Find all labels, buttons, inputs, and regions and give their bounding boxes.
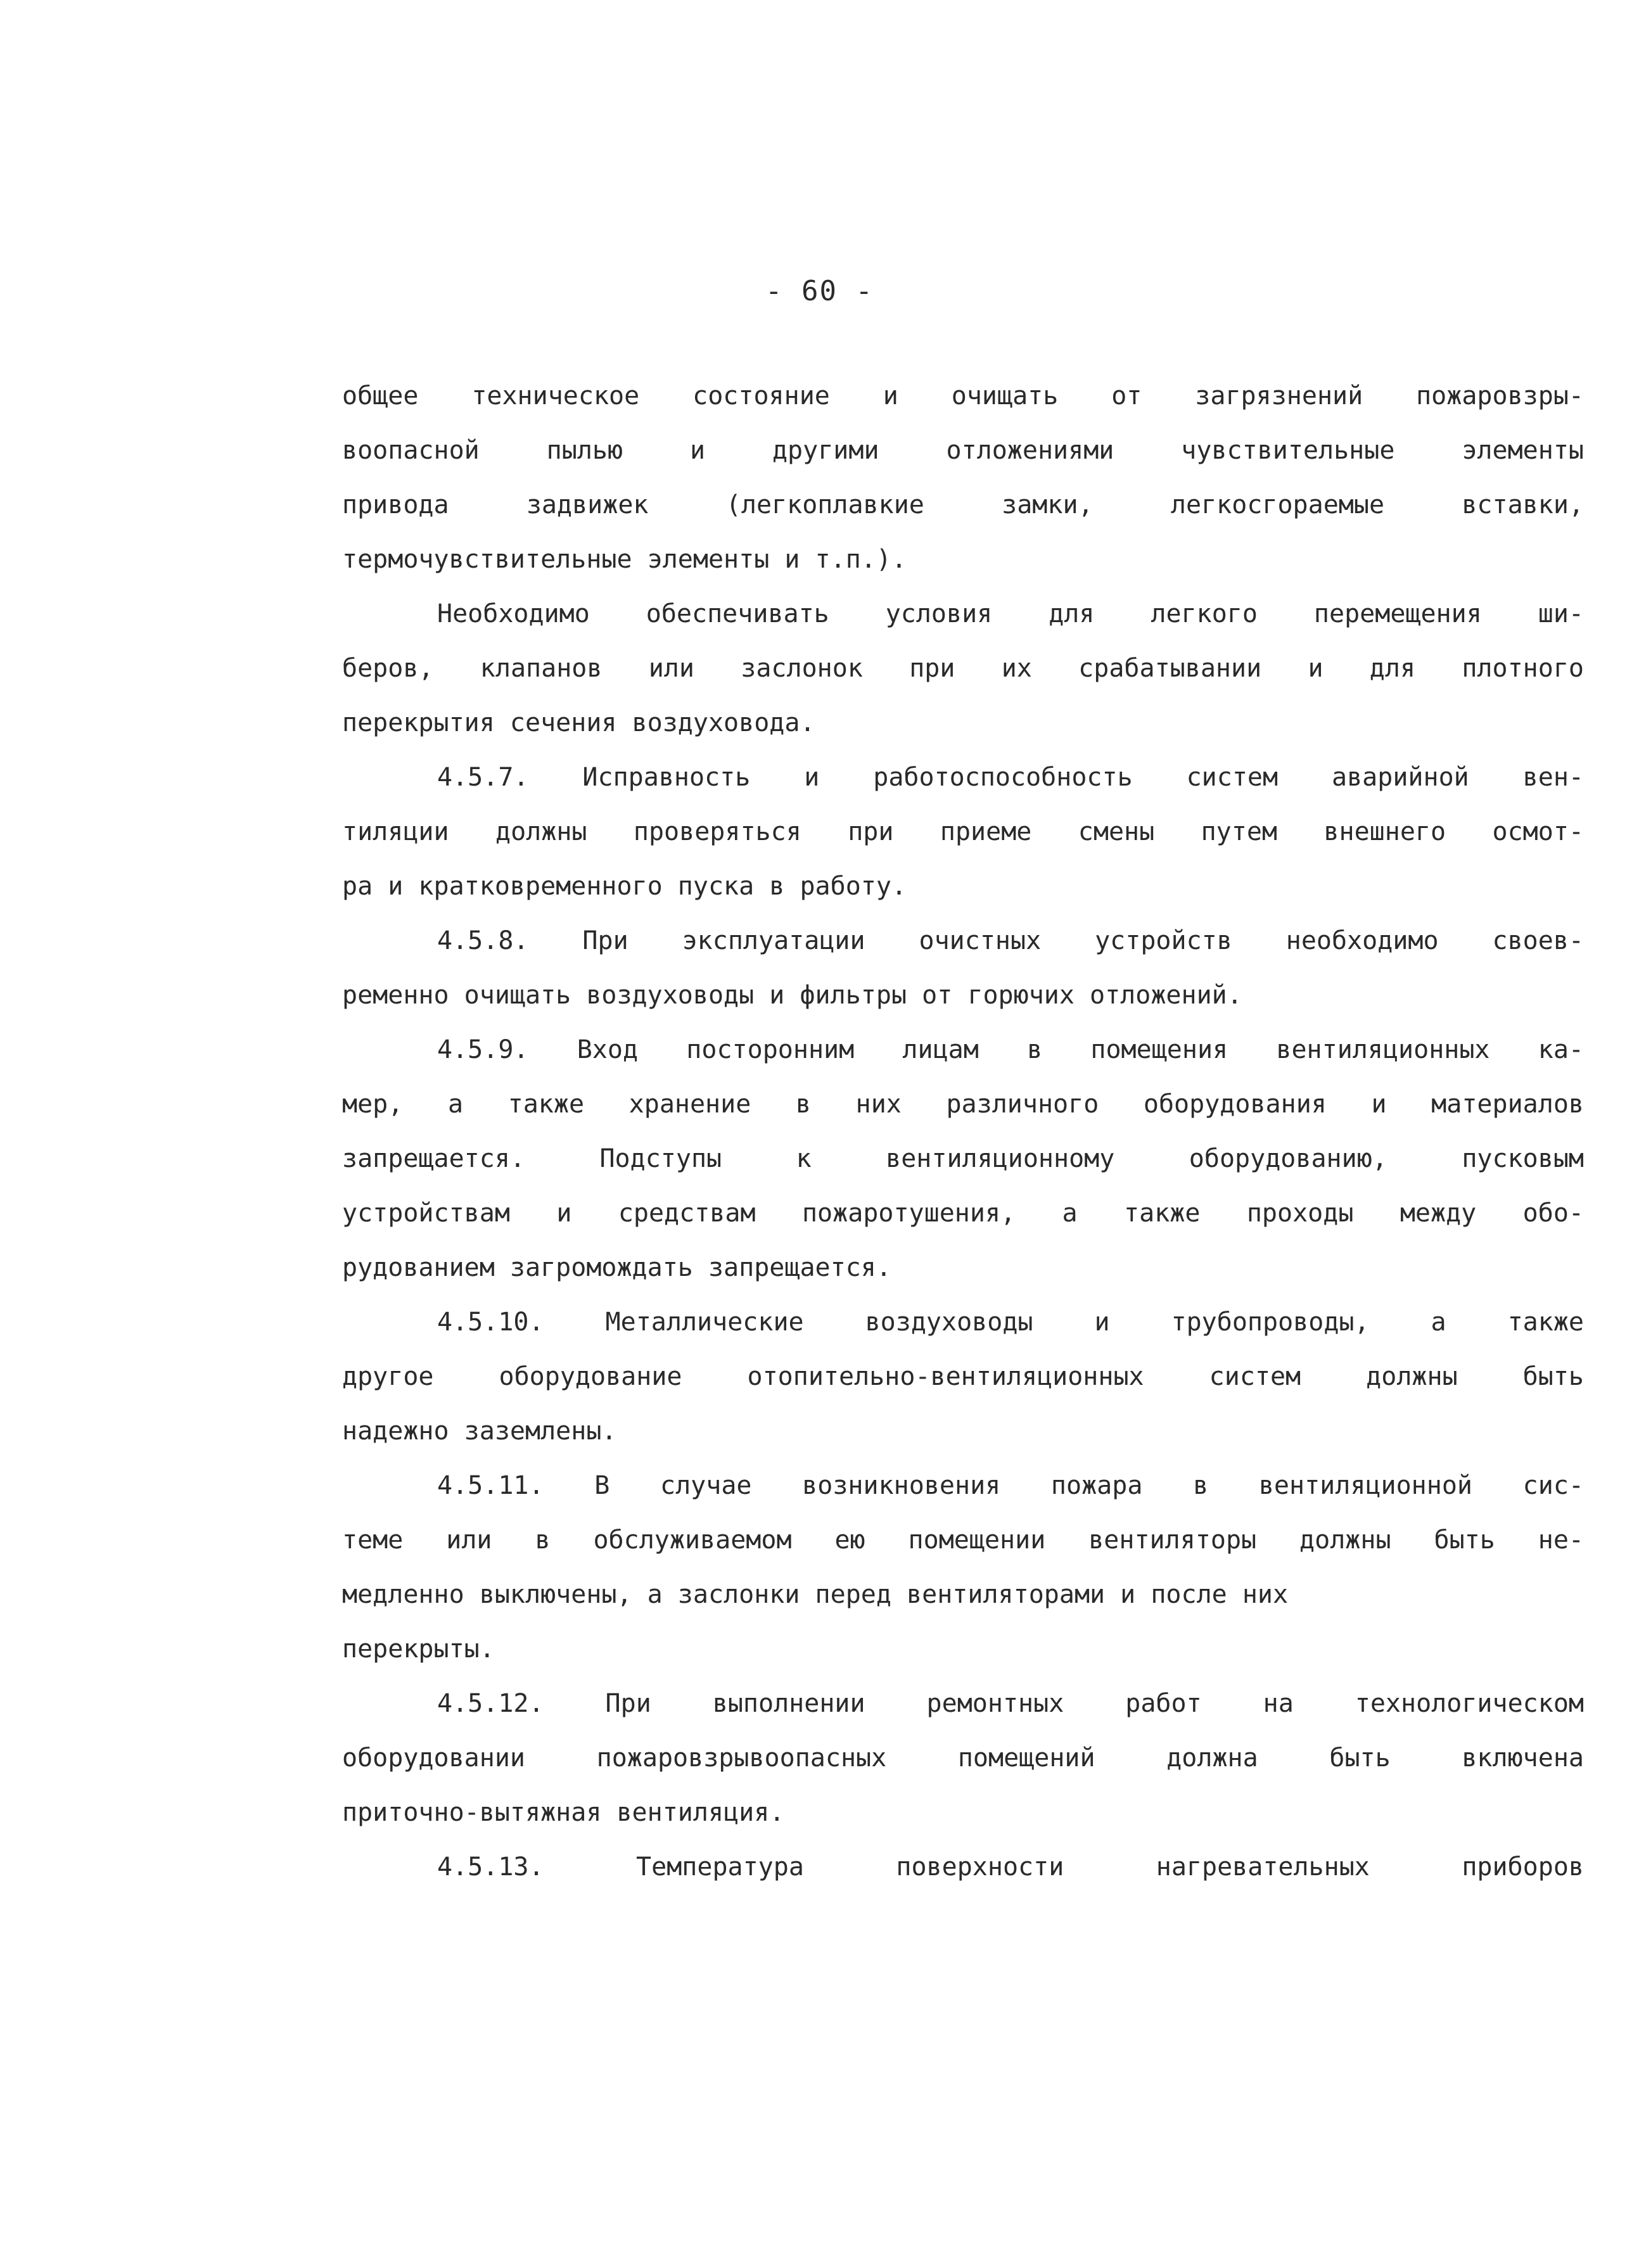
text-line: рудованием загромождать запрещается.	[342, 1253, 891, 1282]
text-line: оборудовании пожаровзрывоопасных помещений должна быть включена	[342, 1743, 1584, 1773]
text-line: 4.5.7. Исправность и работоспособность систем аварийной вен-	[437, 763, 1584, 792]
text-line: 4.5.9. Вход посторонним лицам в помещения вентиляционных ка-	[437, 1035, 1584, 1064]
text-line: теме или в обслуживаемом ею помещении вентиляторы должны быть не-	[342, 1526, 1584, 1555]
text-line: воопасной пылью и другими отложениями чувствительные элементы	[342, 436, 1584, 465]
text-line: беров, клапанов или заслонок при их срабатывании и для плотного	[342, 654, 1584, 683]
text-line: Необходимо обеспечивать условия для легкого перемещения ши-	[437, 599, 1584, 628]
text-line: 4.5.13. Температура поверхности нагревательных приборов	[437, 1852, 1584, 1882]
text-line: устройствам и средствам пожаротушения, а также проходы между обо-	[342, 1199, 1584, 1228]
text-line: привода задвижек (легкоплавкие замки, легкосгораемые вставки,	[342, 490, 1584, 519]
page-number: - 60 -	[765, 275, 874, 307]
text-line: приточно-вытяжная вентиляция.	[342, 1798, 785, 1827]
text-line: надежно заземлены.	[342, 1417, 617, 1446]
text-line: 4.5.11. В случае возникновения пожара в вентиляционной сис-	[437, 1471, 1584, 1500]
text-line: ременно очищать воздуховоды и фильтры от горючих отложений.	[342, 981, 1242, 1010]
text-line: общее техническое состояние и очищать от загрязнений пожаровзры-	[342, 381, 1584, 411]
text-line: другое оборудование отопительно-вентиляционных систем должны быть	[342, 1362, 1584, 1391]
text-line: 4.5.8. При эксплуатации очистных устройств необходимо своев-	[437, 926, 1584, 955]
text-line: тиляции должны проверяться при приеме смены путем внешнего осмот-	[342, 817, 1584, 846]
text-line: ра и кратковременного пуска в работу.	[342, 872, 907, 901]
text-line: 4.5.12. При выполнении ремонтных работ на технологическом	[437, 1689, 1584, 1718]
text-line: термочувствительные элементы и т.п.).	[342, 545, 907, 574]
text-line: мер, а также хранение в них различного оборудования и материалов	[342, 1090, 1584, 1119]
text-line: перекрытия сечения воздуховода.	[342, 708, 815, 737]
text-line: запрещается. Подступы к вентиляционному оборудованию, пусковым	[342, 1144, 1584, 1173]
text-line: 4.5.10. Металлические воздуховоды и трубопроводы, а также	[437, 1308, 1584, 1337]
text-line: медленно выключены, а заслонки перед вентиляторами и после них	[342, 1580, 1289, 1609]
text-line: перекрыты.	[342, 1634, 495, 1664]
